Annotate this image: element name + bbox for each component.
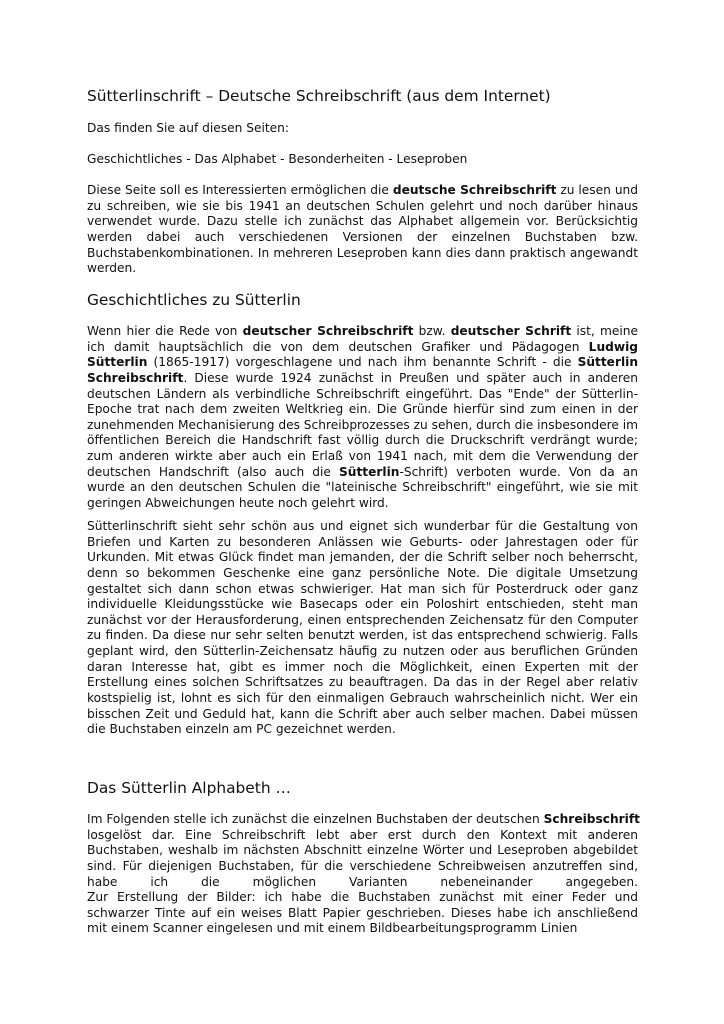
paragraph-line: individuelle Kleidungsstücke wie Basecaps oder ein Poloshirt entschieden, steht man [87,597,638,612]
contents-heading: Das finden Sie auf diesen Seiten: [87,121,289,135]
paragraph-line: Schreibschrift. Diese wurde 1924 zunächst in Preußen und später auch in anderen [87,370,638,385]
bold-term: Sütterlin [87,355,148,370]
paragraph-line: Sütterlinschrift sieht sehr schön aus und eignet sich wunderbar für die Gestaltung von [87,519,638,533]
paragraph-line: schwarzer Tinte auf ein weises Blatt Papier geschrieben. Dieses habe ich anschließend [87,905,638,920]
bold-term: deutsche Schreibschrift [392,183,557,197]
paragraph-line: zu schreiben, wie sie bis 1941 an deutschen Schulen gelehrt und noch darüber hinaus [87,198,638,213]
paragraph-line: die Buchstaben einzeln am PC gezeichnet werden. [87,722,396,737]
paragraph-line: Buchstaben, weshalb im nächsten Abschnitt einzelne Wörter und Leseproben abgebildet [87,843,638,858]
paragraph-line: werden. [87,261,137,276]
history-paragraph-1 [87,324,638,512]
paragraph-line: Briefen und Karten zu besonderen Anlässen wie Geburts- oder Jahrestagen oder für [87,534,638,549]
paragraph-line: losgelöst dar. Eine Schreibschrift lebt aber erst durch den Kontext mit anderen [87,827,638,842]
paragraph-line: ich damit hauptsächlich die von dem deutschen Grafiker und Pädagogen Ludwig [87,339,638,354]
paragraph-line: Erstellung eines solchen Schriftsatzes zu beauftragen. Da das in der Regel aber relativ [87,675,638,690]
paragraph-line: Im Folgenden stelle ich zunächst die einzelnen Buchstaben der deutschen Schreibschrift [87,812,640,826]
paragraph-line: Zur Erstellung der Bilder: ich habe die Buchstaben zunächst mit einer Feder und [87,890,638,905]
bold-term: Sütterlin [339,464,400,479]
bold-term: Schreibschrift [87,370,184,385]
paragraph-line: zunächst vor der Herausforderung, einen entsprechenden Zeichensatz für den Computer [87,612,638,627]
paragraph-line: geplant wird, den Sütterlin-Zeichensatz häufig zu nutzen oder aus beruflichen Gründen [87,644,638,658]
history-paragraph-2 [87,519,638,738]
paragraph-line: bisschen Zeit und Geduld hat, kann die Schrift aber auch selber machen. Dabei müssen [87,706,638,721]
paragraph-line: geringen Abweichungen heute noch gelehrt wird. [87,495,389,510]
document-title: Sütterlinschrift – Deutsche Schreibschrift (aus dem Internet) [87,87,551,105]
bold-term: deutscher Schreibschrift [242,324,414,338]
paragraph-line: verwendet wurde. Dazu stelle ich zunächst das Alphabet allgemein vor. Berücksichtig [87,214,638,229]
paragraph-line: zum anderen wirkte aber auch ein Erlaß von 1941 nach, mit dem die Verwendung der [87,449,638,463]
paragraph-line: öffentlichen Bereich die Handschrift fast völlig durch die Druckschrift verdrängt wurde; [87,433,638,448]
history-section-heading: Geschichtliches zu Sütterlin [87,291,301,309]
bold-term: Sütterlin [577,355,638,370]
paragraph-line: deutschen Ländern als verbindliche Schreibschrift eingeführt. Das "Ende" der Sütterlin- [87,386,638,401]
paragraph-line: zunehmenden Mechanisierung des Schreibprozesses zu sehen, durch die insbesondere im [87,417,638,432]
paragraph-line: gestaltet sich dann schon etwas schwieriger. Hat man sich für Posterdruck oder ganz [87,581,638,596]
paragraph-line: Wenn hier die Rede von deutscher Schreibschrift bzw. deutscher Schrift ist, meine [87,324,638,338]
section-navigation-line: Geschichtliches - Das Alphabet - Besonderheiten - Leseproben [87,152,468,166]
paragraph-line: Sütterlin (1865-1917) vorgeschlagene und nach ihm benannte Schrift - die Sütterlin [87,355,638,370]
paragraph-line: Buchstabenkombinationen. In mehreren Leseproben kann dies dann praktisch angewandt [87,245,638,260]
intro-paragraph [87,183,638,277]
paragraph-line: sind. Für diejenigen Buchstaben, für die verschiedene Schreibweisen anzutreffen sind, [87,858,638,873]
paragraph-line: deutschen Handschrift (also auch die Sütterlin-Schrift) verboten wurde. Von da an [87,464,638,479]
paragraph-line: habe ich die möglichen Varianten nebeneinander angegeben. [87,874,638,889]
alphabet-paragraph-1 [87,812,638,937]
bold-term: Ludwig [588,339,638,354]
bold-term: deutscher Schrift [450,324,572,338]
paragraph-line: mit einem Scanner eingelesen und mit einem Bildbearbeitungsprogramm Linien [87,921,578,936]
paragraph-line: daran Interesse hat, gibt es immer noch die Möglichkeit, einen Experten mit der [87,659,638,674]
paragraph-line: zu finden. Da diese nur sehr selten benutzt werden, ist das entsprechend schwierig. Falls [87,628,638,643]
paragraph-line: Epoche trat nach dem zweiten Weltkrieg ein. Die Gründe hierfür sind zum einen in der [87,402,638,417]
paragraph-line: kostspielig ist, lohnt es sich für den einmaligen Gebrauch wahrscheinlich nicht. Wer ein [87,690,638,705]
bold-term: Schreibschrift [543,812,640,826]
paragraph-line: Diese Seite soll es Interessierten ermöglichen die deutsche Schreibschrift zu lesen und [87,183,639,197]
paragraph-line: denn so bekommen Geschenke eine ganz persönliche Note. Die digitale Umsetzung [87,565,638,580]
alphabet-section-heading: Das Sütterlin Alphabeth … [87,779,291,797]
paragraph-line: werden dabei auch verschiedenen Versionen der einzelnen Buchstaben bzw. [87,229,638,244]
paragraph-line: wurde an den deutschen Schulen die "lateinische Schreibschrift" eingeführt, wie sie mit [87,480,638,495]
paragraph-line: Urkunden. Mit etwas Glück findet man jemanden, der die Schrift selber noch beherrscht, [87,550,638,565]
